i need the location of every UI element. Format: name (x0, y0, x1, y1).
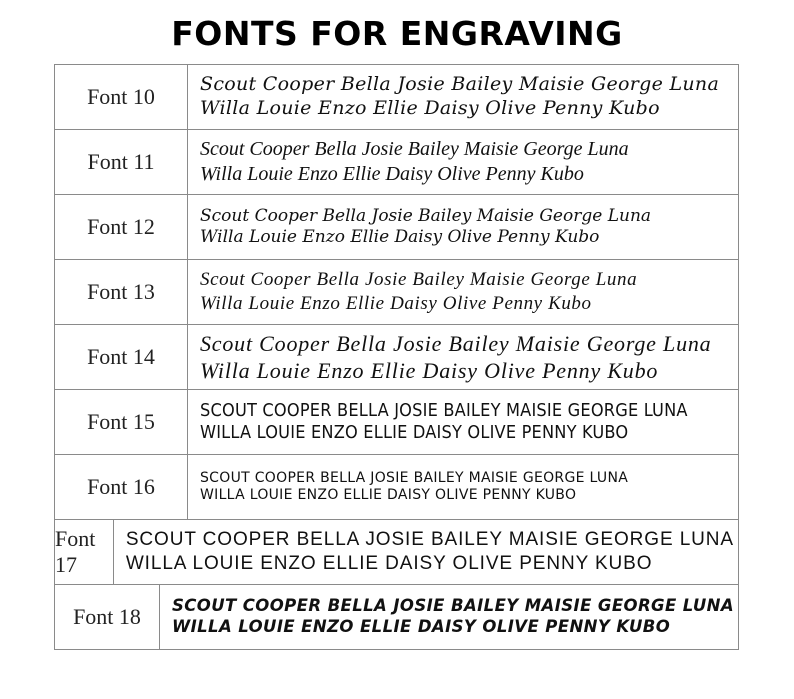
sample-line-1: SCOUT COOPER BELLA JOSIE BAILEY MAISIE GEORGE LUNA (125, 529, 734, 551)
sample-line-1: Scout Cooper Bella Josie Bailey Maisie George Luna (200, 138, 629, 160)
sample-line-2: Willa Louie Enzo Ellie Daisy Olive Penny Kubo (200, 163, 584, 185)
sample-line-2: Willa Louie Enzo Ellie Daisy Olive Penny Kubo (200, 358, 659, 383)
font-row-11 (55, 130, 738, 195)
font-label: Font 13 (55, 260, 188, 324)
font-table (54, 64, 739, 650)
sample-line-2: WILLA LOUIE ENZO ELLIE DAISY OLIVE PENNY KUBO (200, 422, 629, 443)
font-sample (188, 325, 738, 389)
font-sample (188, 390, 738, 454)
font-row-18 (55, 585, 738, 649)
font-row-13 (55, 260, 738, 325)
font-sample (114, 520, 738, 584)
sample-line-1: Scout Cooper Bella Josie Bailey Maisie George Luna (200, 73, 720, 96)
font-row-10 (55, 65, 738, 130)
sample-line-2: WILLA LOUIE ENZO ELLIE DAISY OLIVE PENNY KUBO (125, 553, 653, 574)
page-title: FONTS FOR ENGRAVING (171, 14, 623, 53)
font-sample (188, 65, 738, 129)
font-row-16 (55, 455, 738, 520)
sample-line-1: SCOUT COOPER BELLA JOSIE BAILEY MAISIE GEORGE LUNA (200, 399, 688, 421)
font-label: Font 18 (55, 585, 160, 649)
sample-line-2: Willa Louie Enzo Ellie Daisy Olive Penny Kubo (200, 97, 660, 119)
sample-line-2: WILLA LOUIE ENZO ELLIE DAISY OLIVE PENNY KUBO (171, 617, 671, 636)
sample-line-1: SCOUT COOPER BELLA JOSIE BAILEY MAISIE GEORGE LUNA (171, 596, 734, 616)
font-row-15 (55, 390, 738, 455)
font-row-14 (55, 325, 738, 390)
font-row-12 (55, 195, 738, 260)
sample-line-2: WILLA LOUIE ENZO ELLIE DAISY OLIVE PENNY KUBO (200, 487, 577, 503)
font-row-17 (55, 520, 738, 585)
sample-line-2: Willa Louie Enzo Ellie Daisy Olive Penny Kubo (200, 227, 600, 247)
sample-line-2: Willa Louie Enzo Ellie Daisy Olive Penny Kubo (200, 293, 592, 314)
font-label: Font 17 (55, 520, 114, 584)
font-label: Font 15 (55, 390, 188, 454)
font-sample (188, 260, 738, 324)
font-sample (160, 585, 738, 649)
font-label: Font 14 (55, 325, 188, 389)
font-label: Font 11 (55, 130, 188, 194)
font-sample (188, 130, 738, 194)
sample-line-1: Scout Cooper Bella Josie Bailey Maisie George Luna (200, 205, 652, 226)
sample-line-1: Scout Cooper Bella Josie Bailey Maisie George Luna (200, 269, 638, 291)
font-label: Font 16 (55, 455, 188, 519)
sample-line-1: Scout Cooper Bella Josie Bailey Maisie George Luna (200, 330, 712, 356)
font-label: Font 12 (55, 195, 188, 259)
font-label: Font 10 (55, 65, 188, 129)
font-sample (188, 195, 738, 259)
font-sample (188, 455, 738, 519)
sample-line-1: SCOUT COOPER BELLA JOSIE BAILEY MAISIE GEORGE LUNA (200, 469, 629, 486)
